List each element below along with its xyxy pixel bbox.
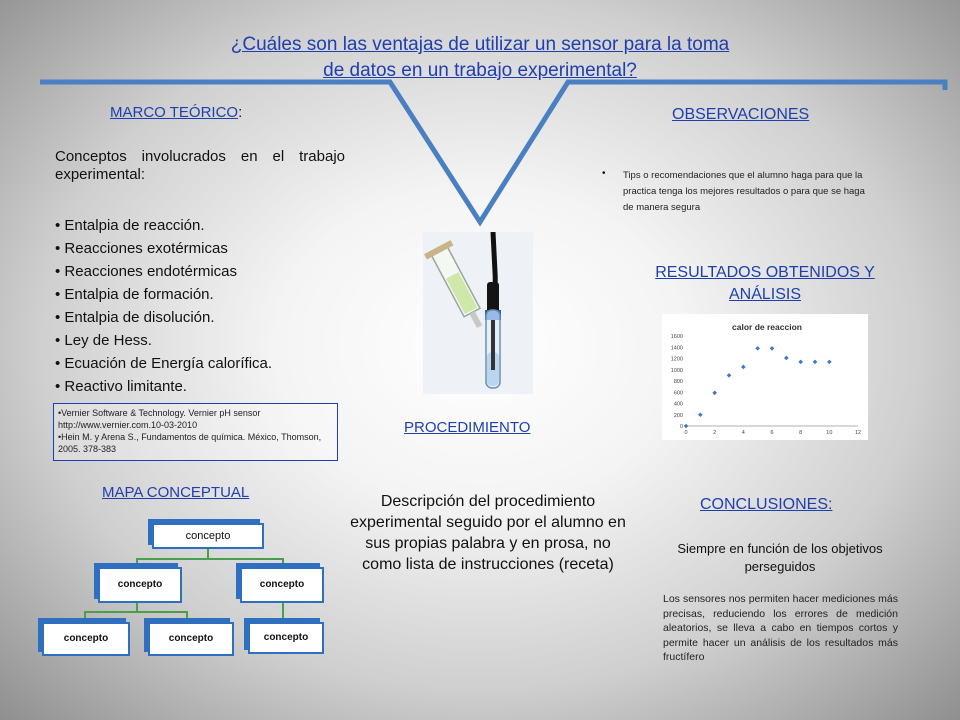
conclusiones-text: Los sensores nos permiten hacer mediciones más precisas, reduciendo los errores de medición aleatorios, se lleva a cabo en tiempos cortos y permite hacer un análisis de los resultados más fructífero	[663, 593, 898, 663]
chart-point	[770, 346, 775, 351]
chart-y-tick-label: 800	[673, 379, 683, 385]
procedimiento-text: Descripción del procedimiento experimental seguido por el alumno en sus propias palabra y en prosa, no como lista de instrucciones (receta)	[350, 493, 626, 573]
chart-x-tick-label: 12	[854, 430, 862, 436]
marco-teorico-colon: :	[238, 104, 243, 121]
list-item: • Ecuación de Energía calorífica.	[55, 352, 272, 375]
concept-node-level1: concepto	[240, 567, 324, 603]
chart-point	[684, 424, 689, 429]
list-item: • Ley de Hess.	[55, 329, 272, 352]
observaciones-tip: Tips o recomendaciones que el alumno haga para que la practica tenga los mejores resultados o para que se haga de manera segura	[623, 170, 865, 213]
reference-item: • Hein M. y Arena S., Fundamentos de química. México, Thomson, 2005. 378-383	[58, 431, 333, 455]
concept-node-level1: concepto	[98, 567, 182, 603]
conclusiones-heading[interactable]: CONCLUSIONES:	[700, 496, 833, 513]
chart-point	[813, 360, 818, 365]
concept-node-root: concepto	[152, 523, 264, 549]
sensor-photo	[423, 232, 533, 394]
observaciones-heading[interactable]: OBSERVACIONES	[672, 106, 810, 123]
chart-y-tick-label: 0	[679, 424, 683, 430]
marco-teorico-link[interactable]: MARCO TEÓRICO	[110, 104, 239, 121]
chart-y-tick-label: 1200	[670, 356, 683, 363]
chart-x-tick-label: 8	[799, 430, 803, 436]
chart-y-tick-label: 400	[673, 401, 683, 408]
concept-node-level2: concepto	[148, 622, 234, 656]
list-item: • Reactivo limitante.	[55, 375, 272, 398]
concept-node-level2: concepto	[42, 622, 130, 656]
chart-point	[784, 356, 789, 361]
bullet-icon: •	[602, 168, 606, 179]
chart-x-tick-label: 0	[684, 430, 688, 436]
procedimiento-heading[interactable]: PROCEDIMIENTO	[404, 419, 531, 436]
chart-point	[741, 365, 746, 370]
list-item: • Reacciones exotérmicas	[55, 237, 272, 260]
chart-point	[698, 412, 703, 417]
conclusiones-subtitle: Siempre en función de los objetivos perseguidos	[677, 541, 883, 574]
chart-y-tick-label: 600	[673, 390, 683, 397]
page-title: ¿Cuáles son las ventajas de utilizar un sensor para la toma de datos en un trabajo experimental?	[230, 34, 730, 81]
concept-list	[55, 214, 272, 398]
concept-node-level2: concepto	[248, 622, 324, 654]
marco-teorico-heading[interactable]	[110, 104, 242, 121]
chart-x-tick-label: 2	[713, 430, 717, 436]
list-item: • Entalpia de formación.	[55, 283, 272, 306]
list-item: • Reacciones endotérmicas	[55, 260, 272, 283]
chart-x-tick-label: 6	[770, 430, 774, 436]
chart-y-tick-label: 1400	[670, 345, 683, 352]
chart-y-tick-label: 1000	[670, 367, 683, 374]
concepts-intro: Conceptos involucrados en el trabajo experimental:	[55, 148, 345, 183]
chart-y-tick-label: 1600	[670, 334, 683, 340]
chart-point	[798, 360, 803, 365]
chart-y-tick-label: 200	[673, 412, 683, 419]
chart-point	[827, 360, 832, 365]
chart-x-tick-label: 10	[826, 430, 833, 436]
list-item: • Entalpia de reacción.	[55, 214, 272, 237]
references-box	[53, 403, 338, 461]
mapa-conceptual-heading[interactable]: MAPA CONCEPTUAL	[102, 484, 250, 501]
list-item: • Entalpia de disolución.	[55, 306, 272, 329]
chart-point	[727, 373, 732, 378]
resultados-heading[interactable]: RESULTADOS OBTENIDOS Y ANÁLISIS	[655, 264, 875, 303]
reference-item: • Vernier Software & Technology. Vernier pH sensor http://www.vernier.com.10-03-2010	[58, 407, 333, 431]
chart-title: calor de reaccion	[732, 322, 802, 332]
chart-point	[712, 391, 717, 396]
results-chart	[662, 314, 868, 440]
chart-point	[755, 346, 760, 351]
chart-x-tick-label: 4	[741, 430, 745, 436]
